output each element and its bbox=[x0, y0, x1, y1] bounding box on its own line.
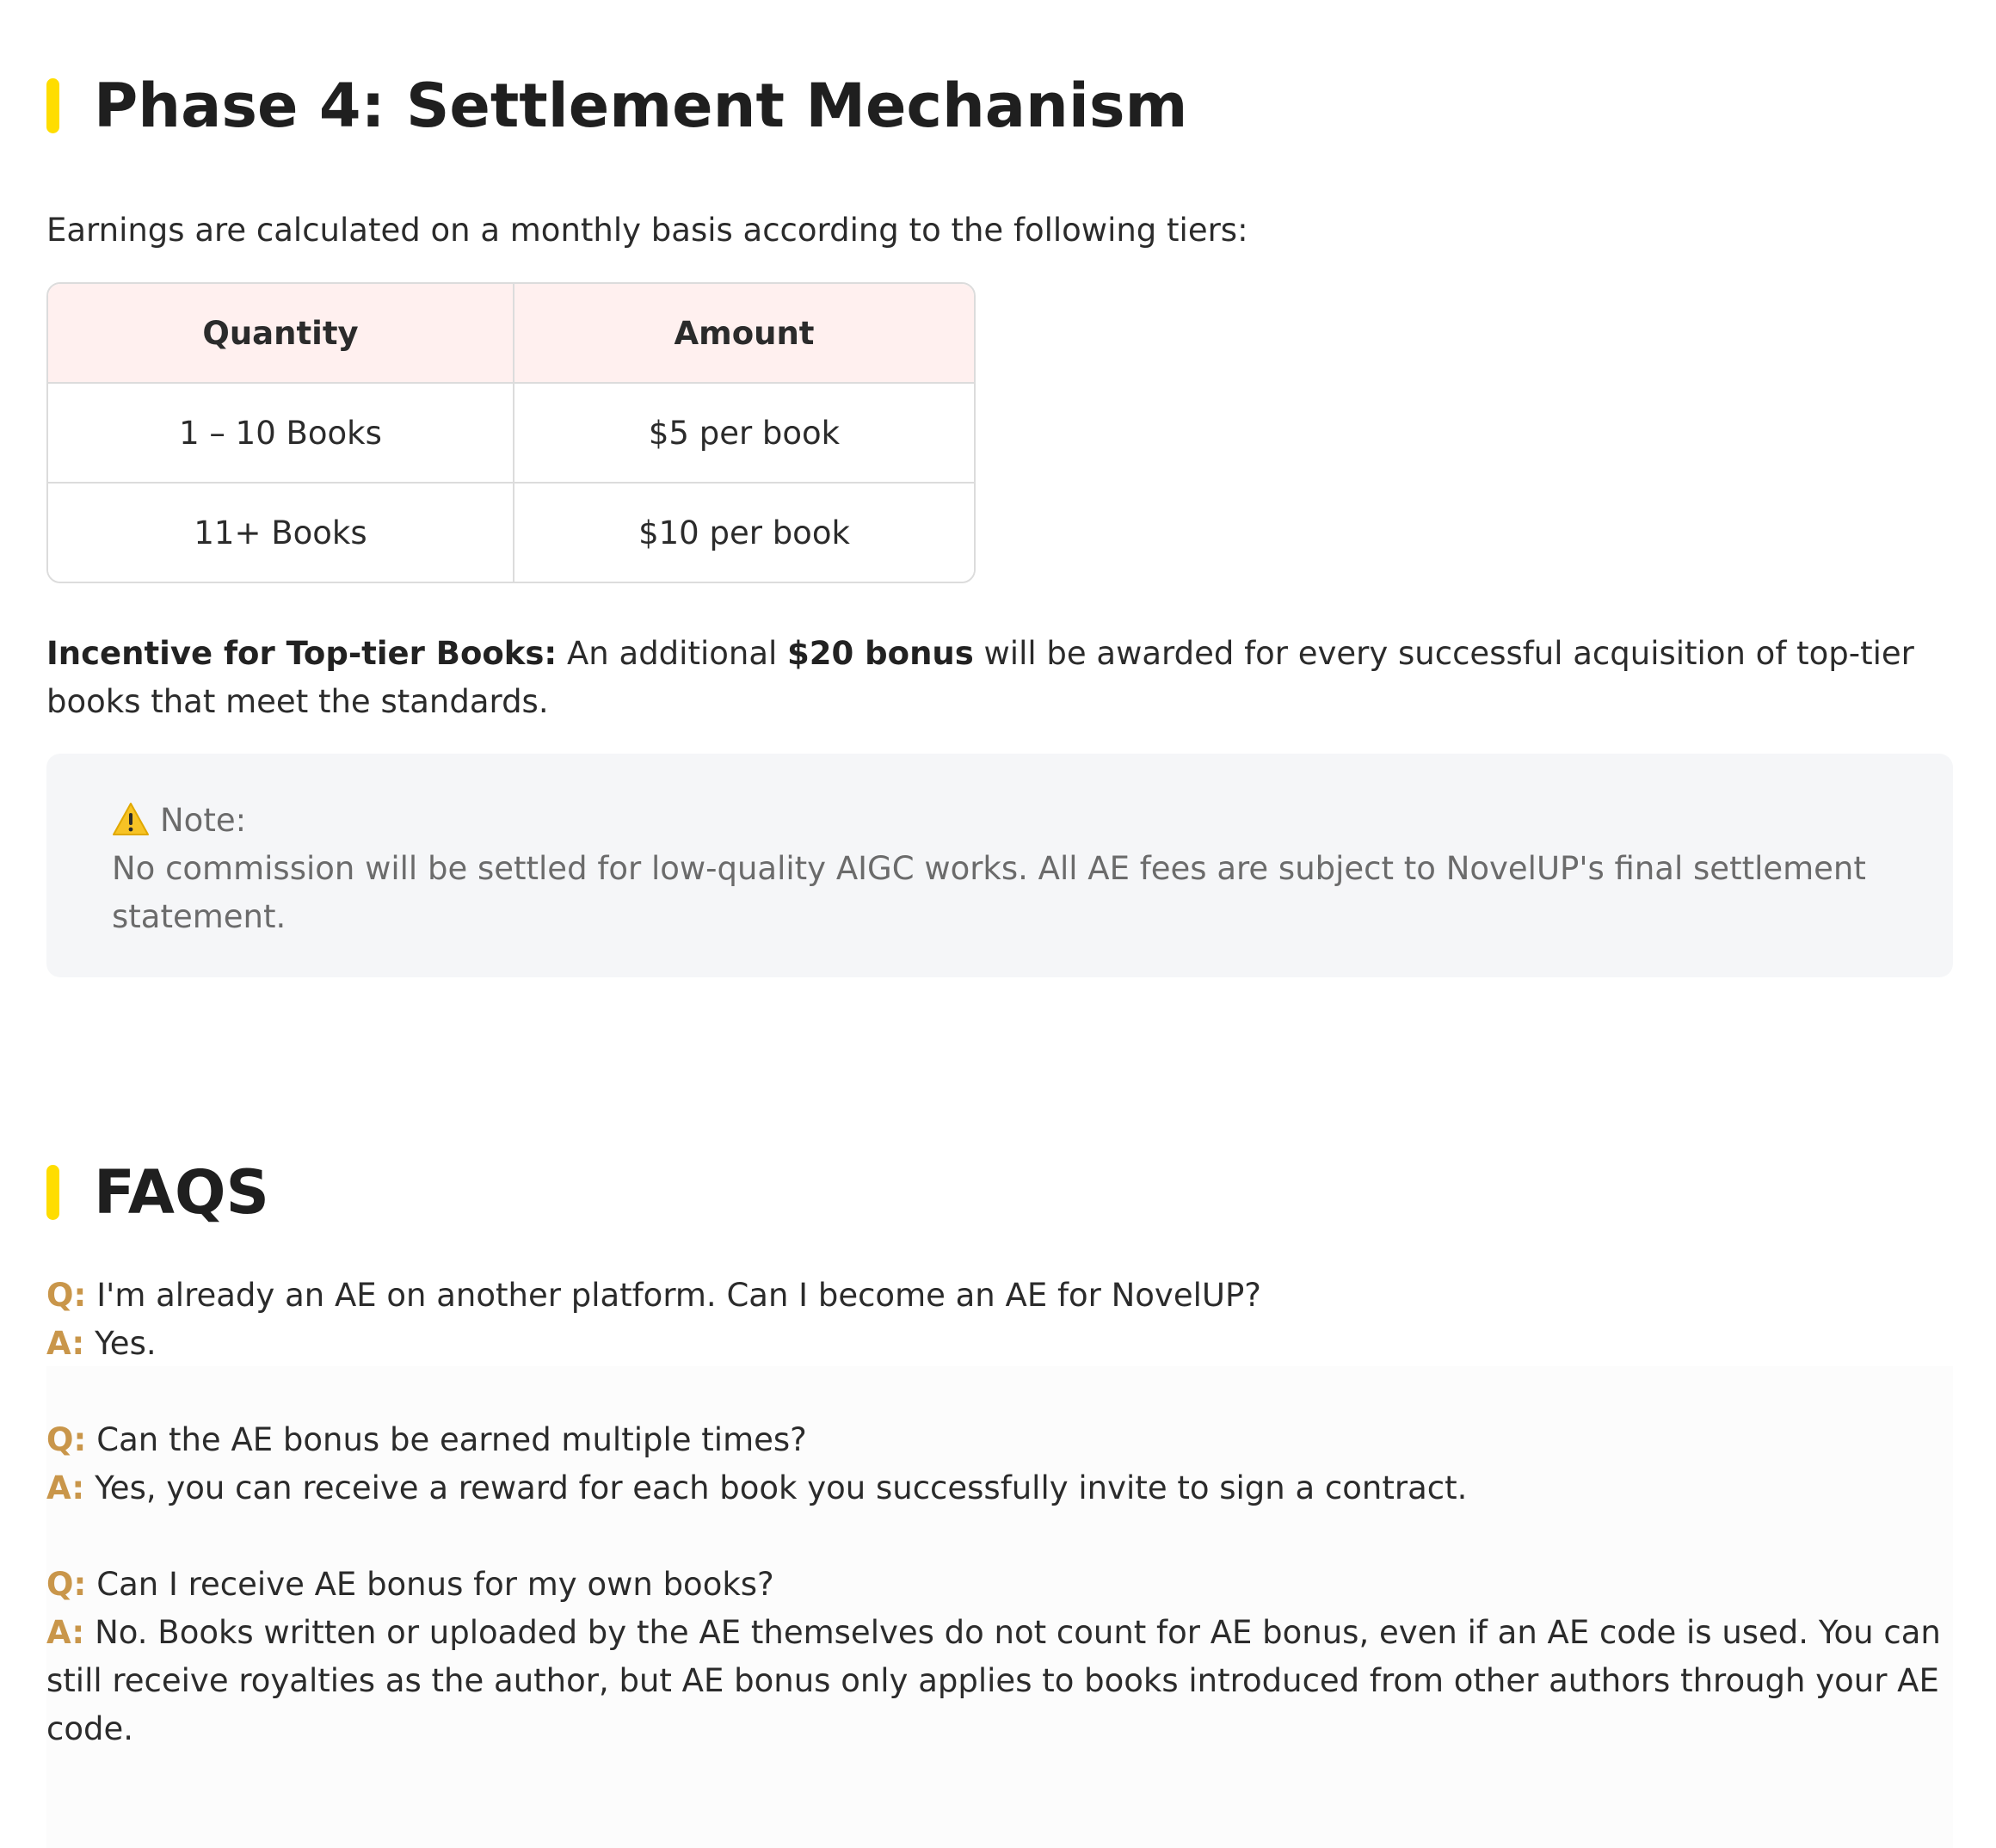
faq-answer bbox=[46, 1464, 1953, 1512]
question-text: Can I receive AE bonus for my own books? bbox=[96, 1566, 774, 1603]
table-header-row bbox=[48, 284, 974, 384]
q-label: Q: bbox=[46, 1566, 87, 1603]
faq-list bbox=[46, 1272, 1953, 1834]
q-label: Q: bbox=[46, 1277, 87, 1314]
faq-item bbox=[46, 1561, 1953, 1753]
table-cell-amount: $5 per book bbox=[514, 384, 974, 484]
tier-table bbox=[46, 282, 976, 583]
table-cell-quantity: 11+ Books bbox=[48, 484, 514, 582]
faq-answer bbox=[46, 1609, 1953, 1753]
faq-question bbox=[46, 1416, 1953, 1464]
table-row bbox=[48, 484, 974, 582]
incentive-label: Incentive for Top-tier Books: bbox=[46, 635, 558, 672]
faq-question bbox=[46, 1272, 1953, 1320]
a-label: A: bbox=[46, 1325, 85, 1362]
heading-accent-bar bbox=[46, 78, 59, 133]
a-label: A: bbox=[46, 1469, 85, 1506]
table-header-quantity: Quantity bbox=[48, 284, 514, 384]
table-cell-quantity: 1 – 10 Books bbox=[48, 384, 514, 484]
answer-text: Yes, you can receive a reward for each book you successfully invite to sign a contract. bbox=[95, 1469, 1468, 1506]
phase4-title: Phase 4: Settlement Mechanism bbox=[94, 71, 1188, 141]
table-cell-amount: $10 per book bbox=[514, 484, 974, 582]
question-text: I'm already an AE on another platform. Can I become an AE for NovelUP? bbox=[96, 1277, 1261, 1314]
note-title: Note: bbox=[160, 802, 247, 839]
warning-icon bbox=[112, 802, 150, 836]
table-row bbox=[48, 384, 974, 484]
question-text: Can the AE bonus be earned multiple times? bbox=[96, 1421, 807, 1458]
note-box bbox=[46, 754, 1953, 977]
incentive-text-pre: An additional bbox=[557, 635, 788, 672]
faqs-title: FAQS bbox=[94, 1157, 269, 1228]
phase4-heading bbox=[46, 71, 1187, 141]
note-content bbox=[112, 797, 1884, 941]
a-label: A: bbox=[46, 1614, 85, 1651]
incentive-paragraph bbox=[46, 630, 1953, 726]
faq-item bbox=[46, 1272, 1953, 1368]
answer-text: Yes. bbox=[95, 1325, 157, 1362]
table-header-amount: Amount bbox=[514, 284, 974, 384]
incentive-bonus: $20 bonus bbox=[787, 635, 974, 672]
faq-item bbox=[46, 1416, 1953, 1512]
phase4-intro: Earnings are calculated on a monthly basis according to the following tiers: bbox=[46, 212, 1248, 249]
faq-answer bbox=[46, 1320, 1953, 1368]
note-text: No commission will be settled for low-quality AIGC works. All AE fees are subject to NovelUP's final settlement statement. bbox=[112, 850, 1866, 935]
faqs-heading bbox=[46, 1157, 269, 1228]
faq-question bbox=[46, 1561, 1953, 1609]
q-label: Q: bbox=[46, 1421, 87, 1458]
answer-text: No. Books written or uploaded by the AE themselves do not count for AE bonus, even if an AE code is used. You can still receive royalties as the author, but AE bonus only applies to books introduced from other authors through your AE code. bbox=[46, 1614, 1941, 1747]
heading-accent-bar bbox=[46, 1165, 59, 1220]
incentive-text-post: will be awarded for every successful acquisition of top-tier books that meet the standards. bbox=[46, 635, 1914, 720]
note-header bbox=[112, 797, 1884, 845]
